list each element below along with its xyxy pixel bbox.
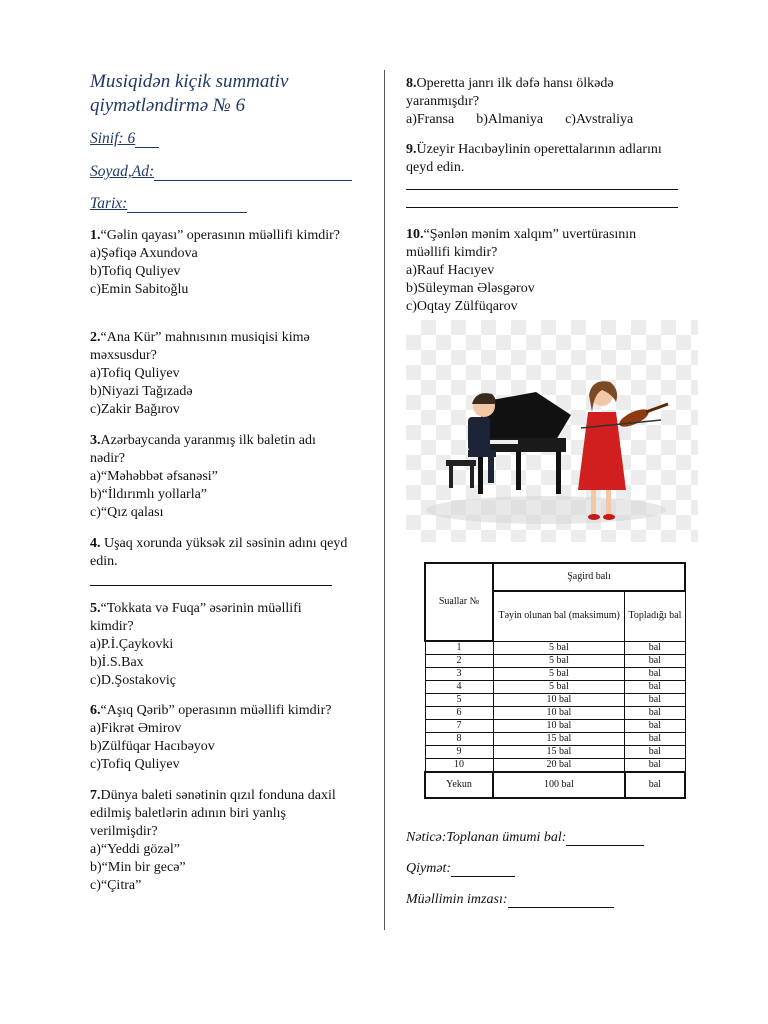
column-divider bbox=[384, 70, 385, 930]
question-7: 7.Dünya baleti sənətinin qızıl fonduna daxil edilmiş baletlərin adının biri yanlış verilmişdir? a)“Yeddi gözəl” b)“Min bir gecə” c)“Çitra” bbox=[90, 787, 348, 895]
row-max: 5 bal bbox=[493, 641, 625, 655]
score-table bbox=[424, 562, 686, 799]
row-num: 4 bbox=[425, 681, 493, 694]
option[interactable]: b)Süleyman Ələsgərov bbox=[406, 281, 535, 296]
option[interactable]: b)Niyazi Tağızadə bbox=[90, 384, 193, 399]
question-2: 2.“Ana Kür” mahnısının musiqisi kimə məxsusdur? a)Tofiq Quliyev b)Niyazi Tağızadə c)Zakir Bağırov bbox=[90, 329, 340, 419]
page-title: Musiqidən kiçik summativ qiymətləndirmə № 6 bbox=[90, 71, 289, 116]
row-max: 5 bal bbox=[493, 655, 625, 668]
class-field bbox=[90, 130, 159, 148]
option[interactable]: a)Şəfiqə Axundova bbox=[90, 246, 198, 261]
row-max: 10 bal bbox=[493, 720, 625, 733]
option[interactable]: a)Tofiq Quliyev bbox=[90, 366, 180, 381]
option[interactable]: a)“Məhəbbət əfsanəsi” bbox=[90, 469, 218, 484]
option[interactable]: b)Tofiq Quliyev bbox=[90, 264, 181, 279]
question-10: 10.“Şənlən mənim xalqım” uvertürasının müəllifi kimdir? a)Rauf Hacıyev b)Süleyman Ələsgərov c)Oqtay Zülfüqarov bbox=[406, 226, 676, 316]
question-8: 8.Operetta janrı ilk dəfə hansı ölkədə yaranmışdır? a)Fransa b)Almaniya c)Avstraliya bbox=[406, 75, 676, 129]
option[interactable]: c)Zakir Bağırov bbox=[90, 402, 180, 417]
option[interactable]: c)“Qız qalası bbox=[90, 505, 164, 520]
signature-label: Müəllimin imzası: bbox=[406, 892, 508, 907]
option[interactable]: b)Zülfüqar Hacıbəyov bbox=[90, 739, 215, 754]
class-label: Sinif: bbox=[90, 130, 124, 147]
option[interactable]: a)P.İ.Çaykovki bbox=[90, 637, 174, 652]
option[interactable]: c)Avstraliya bbox=[565, 112, 634, 127]
row-num: 2 bbox=[425, 655, 493, 668]
musicians-illustration bbox=[406, 320, 698, 542]
option[interactable]: a)Fikrət Əmirov bbox=[90, 721, 182, 736]
option[interactable]: a)Fransa bbox=[406, 112, 455, 127]
row-num: 7 bbox=[425, 720, 493, 733]
signature-field bbox=[406, 892, 614, 908]
row-max: 5 bal bbox=[493, 681, 625, 694]
total-label: Yekun bbox=[425, 772, 493, 798]
grade-field bbox=[406, 861, 515, 877]
question-3: 3.Azərbaycanda yaranmış ilk baletin adı nədir? a)“Məhəbbət əfsanəsi” b)“İldırımlı yollarla” c)“Qız qalası bbox=[90, 432, 350, 522]
row-max: 5 bal bbox=[493, 668, 625, 681]
row-num: 6 bbox=[425, 707, 493, 720]
question-5: 5.“Tokkata və Fuqa” əsərinin müəllifi kimdir? a)P.İ.Çaykovki b)İ.S.Bax c)D.Şostakoviç bbox=[90, 600, 340, 690]
class-value: 6 bbox=[123, 130, 136, 147]
answer-line[interactable] bbox=[406, 189, 678, 190]
signature-blank[interactable] bbox=[508, 907, 614, 908]
header-questions: Suallar № bbox=[425, 563, 493, 641]
header-max: Təyin olunan bal (maksimum) bbox=[493, 591, 625, 641]
result-field bbox=[406, 830, 644, 846]
question-1: 1.“Gəlin qayası” operasının müəllifi kimdir? a)Şəfiqə Axundova b)Tofiq Quliyev c)Emin Sabitoğlu bbox=[90, 228, 340, 297]
row-num: 1 bbox=[425, 641, 493, 655]
total-max: 100 bal bbox=[493, 772, 625, 798]
grade-label: Qiymət: bbox=[406, 861, 452, 876]
row-num: 8 bbox=[425, 733, 493, 746]
option[interactable]: c)Oqtay Zülfüqarov bbox=[406, 299, 518, 314]
header-student: Şagird balı bbox=[493, 563, 685, 591]
option[interactable]: c)“Çitra” bbox=[90, 878, 142, 893]
row-got[interactable]: bal bbox=[625, 694, 685, 707]
row-num: 3 bbox=[425, 668, 493, 681]
row-max: 10 bal bbox=[493, 694, 625, 707]
option[interactable]: c)Emin Sabitoğlu bbox=[90, 282, 189, 297]
row-got[interactable]: bal bbox=[625, 655, 685, 668]
result-blank[interactable] bbox=[566, 845, 644, 846]
grade-blank[interactable] bbox=[451, 876, 515, 877]
name-blank[interactable] bbox=[154, 180, 352, 181]
name-field bbox=[90, 163, 352, 181]
date-field bbox=[90, 195, 247, 213]
row-got[interactable]: bal bbox=[625, 707, 685, 720]
question-4: 4. Uşaq xorunda yüksək zil səsinin adını qeyd edin. bbox=[90, 536, 348, 569]
option[interactable]: b)“Min bir gecə” bbox=[90, 860, 186, 875]
row-got[interactable]: bal bbox=[625, 641, 685, 655]
option[interactable]: a)Rauf Hacıyev bbox=[406, 263, 495, 278]
option[interactable]: c)Tofiq Quliyev bbox=[90, 757, 180, 772]
option[interactable]: a)“Yeddi gözəl” bbox=[90, 842, 180, 857]
row-got[interactable]: bal bbox=[625, 759, 685, 773]
row-num: 5 bbox=[425, 694, 493, 707]
option[interactable]: c)D.Şostakoviç bbox=[90, 673, 176, 688]
row-got[interactable]: bal bbox=[625, 746, 685, 759]
row-got[interactable]: bal bbox=[625, 733, 685, 746]
name-label: Soyad,Ad: bbox=[90, 163, 155, 180]
options-row bbox=[406, 111, 676, 129]
date-blank[interactable] bbox=[127, 212, 247, 213]
question-6: 6.“Aşıq Qərib” operasının müəllifi kimdir? a)Fikrət Əmirov b)Zülfüqar Hacıbəyov c)Tofiq Quliyev bbox=[90, 702, 370, 774]
row-num: 9 bbox=[425, 746, 493, 759]
answer-line[interactable] bbox=[90, 585, 332, 586]
answer-line[interactable] bbox=[406, 207, 678, 208]
option[interactable]: b)İ.S.Bax bbox=[90, 655, 144, 670]
row-max: 10 bal bbox=[493, 707, 625, 720]
row-max: 15 bal bbox=[493, 746, 625, 759]
row-got[interactable]: bal bbox=[625, 681, 685, 694]
option[interactable]: b)Almaniya bbox=[476, 112, 544, 127]
date-label: Tarix: bbox=[90, 195, 128, 212]
row-num: 10 bbox=[425, 759, 493, 773]
question-9: 9.Üzeyir Hacıbəylinin operettalarının adlarını qeyd edin. bbox=[406, 142, 662, 175]
row-max: 20 bal bbox=[493, 759, 625, 773]
result-label: Nəticə:Toplanan ümumi bal: bbox=[406, 830, 567, 845]
row-got[interactable]: bal bbox=[625, 668, 685, 681]
option[interactable]: b)“İldırımlı yollarla” bbox=[90, 487, 208, 502]
row-got[interactable]: bal bbox=[625, 720, 685, 733]
row-max: 15 bal bbox=[493, 733, 625, 746]
total-got[interactable]: bal bbox=[625, 772, 685, 798]
header-got: Topladığı bal bbox=[625, 591, 685, 641]
